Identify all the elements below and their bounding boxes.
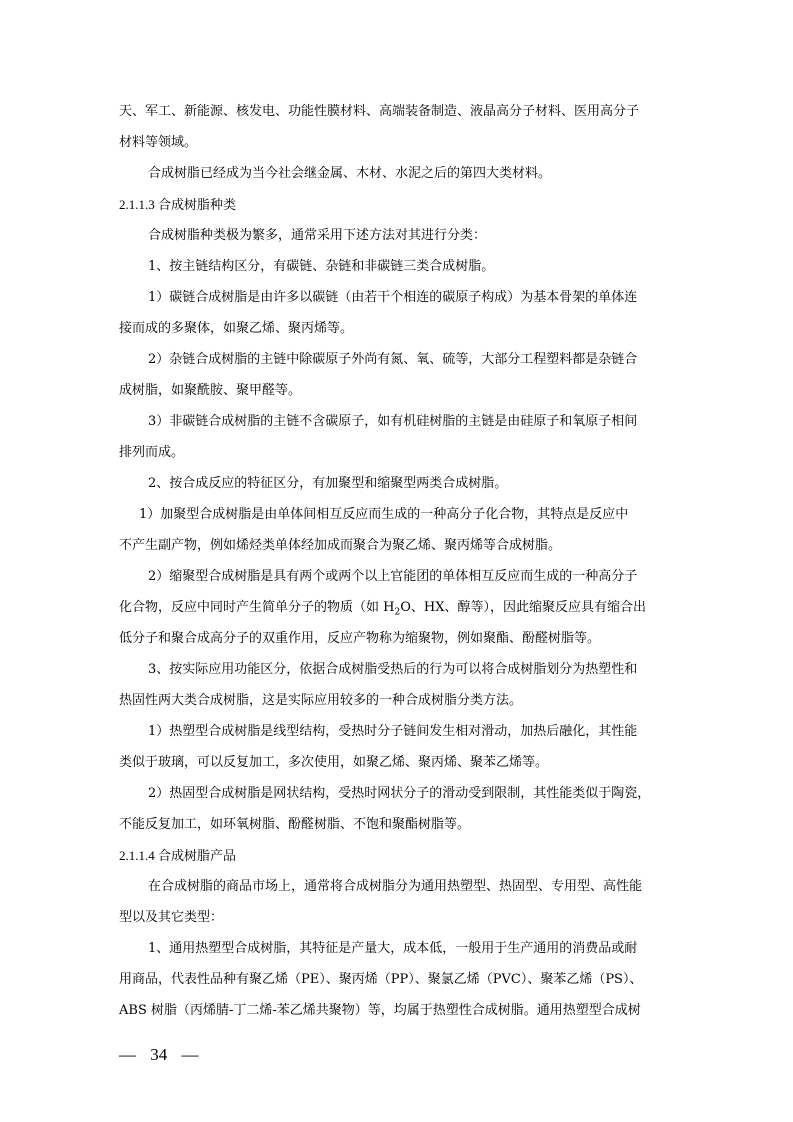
text-line: 类似于玻璃，可以反复加工，多次使用，如聚乙烯、聚丙烯、聚苯乙烯等。 [119,755,549,770]
formula-line [119,592,675,623]
paragraph-line: 1、通用热塑型合成树脂，其特征是产量大，成本低，一般用于生产通用的消费品或耐 [148,941,638,956]
text-line: 不能反复加工，如环氧树脂、酚醛树脂、不饱和聚酯树脂等。 [119,817,471,832]
text-line: 不产生副产物，例如烯烃类单体经加成而聚合为聚乙烯、聚丙烯等合成树脂。 [119,538,562,553]
formula-text-before: 化合物，反应中同时产生简单分子的物质（如 H [119,600,395,615]
paragraph-line: 在合成树脂的商品市场上，通常将合成树脂分为通用热塑型、热固型、专用型、高性能 [148,879,643,894]
paragraph-line: 2、按合成反应的特征区分，有加聚型和缩聚型两类合成树脂。 [148,476,508,491]
section-heading: 2.1.1.4 合成树脂产品 [119,848,237,863]
text-line: 材料等领域。 [119,135,198,150]
paragraph-line: 1）碳链合成树脂是由许多以碳链（由若干个相连的碳原子构成）为基本骨架的单体连 [148,290,638,305]
text-line: 成树脂，如聚酰胺、聚甲醛等。 [119,383,302,398]
footer-dash-right: — [181,1045,199,1064]
paragraph-line: 合成树脂种类极为繁多，通常采用下述方法对其进行分类： [148,228,487,243]
paragraph-line: 2）热固型合成树脂是网状结构，受热时网状分子的滑动受到限制，其性能类似于陶瓷， [148,786,651,801]
text-line: 天、军工、新能源、核发电、功能性膜材料、高端装备制造、液晶高分子材料、医用高分子 [119,104,640,119]
paragraph-line: 3）非碳链合成树脂的主链不含碳原子，如有机硅树脂的主链是由硅原子和氧原子相间 [148,414,638,429]
paragraph-line: 1）热塑型合成树脂是线型结构，受热时分子链间发生相对滑动，加热后融化，其性能 [148,724,638,739]
text-line: 热固性两大类合成树脂，这是实际应用较多的一种合成树脂分类方法。 [119,693,523,708]
paragraph-line: 1、按主链结构区分，有碳链、杂链和非碳链三类合成树脂。 [148,259,495,274]
text-line: 型以及其它类型： [119,910,224,925]
text-line: 低分子和聚合成高分子的双重作用，反应产物称为缩聚物，例如聚酯、酚醛树脂等。 [119,631,601,646]
page-footer [119,1040,199,1070]
section-heading: 2.1.1.3 合成树脂种类 [119,197,237,212]
paragraph-line: 2）缩聚型合成树脂是具有两个或两个以上官能团的单体相互反应而生成的一种高分子 [148,569,638,584]
text-line: 排列而成。 [119,445,185,460]
page-number: 34 [150,1045,168,1064]
paragraph-line: 2）杂链合成树脂的主链中除碳原子外尚有氮、氧、硫等，大部分工程塑料都是杂链合 [148,352,638,367]
text-line: 接而成的多聚体，如聚乙烯、聚丙烯等。 [119,321,354,336]
formula-text-after: O、HX、醇等），因此缩聚反应具有缩合出 [400,600,646,615]
body-text [119,96,675,1026]
formula-subscript: 2 [394,607,401,618]
paragraph-line: 1）加聚型合成树脂是由单体间相互反应而生成的一种高分子化合物，其特点是反应中 [139,507,629,522]
paragraph-line: 合成树脂已经成为当今社会继金属、木材、水泥之后的第四大类材料。 [148,166,552,181]
footer-dash-left: — [119,1045,136,1064]
paragraph-line: 3、按实际应用功能区分，依据合成树脂受热后的行为可以将合成树脂划分为热塑性和 [148,662,638,677]
text-line: 用商品，代表性品种有聚乙烯（PE）、聚丙烯（PP）、聚氯乙烯（PVC）、聚苯乙烯（PS）、 [119,972,643,987]
text-line: ABS 树脂（丙烯腈-丁二烯-苯乙烯共聚物）等，均属于热塑性合成树脂。通用热塑型合成树 [119,1003,641,1018]
